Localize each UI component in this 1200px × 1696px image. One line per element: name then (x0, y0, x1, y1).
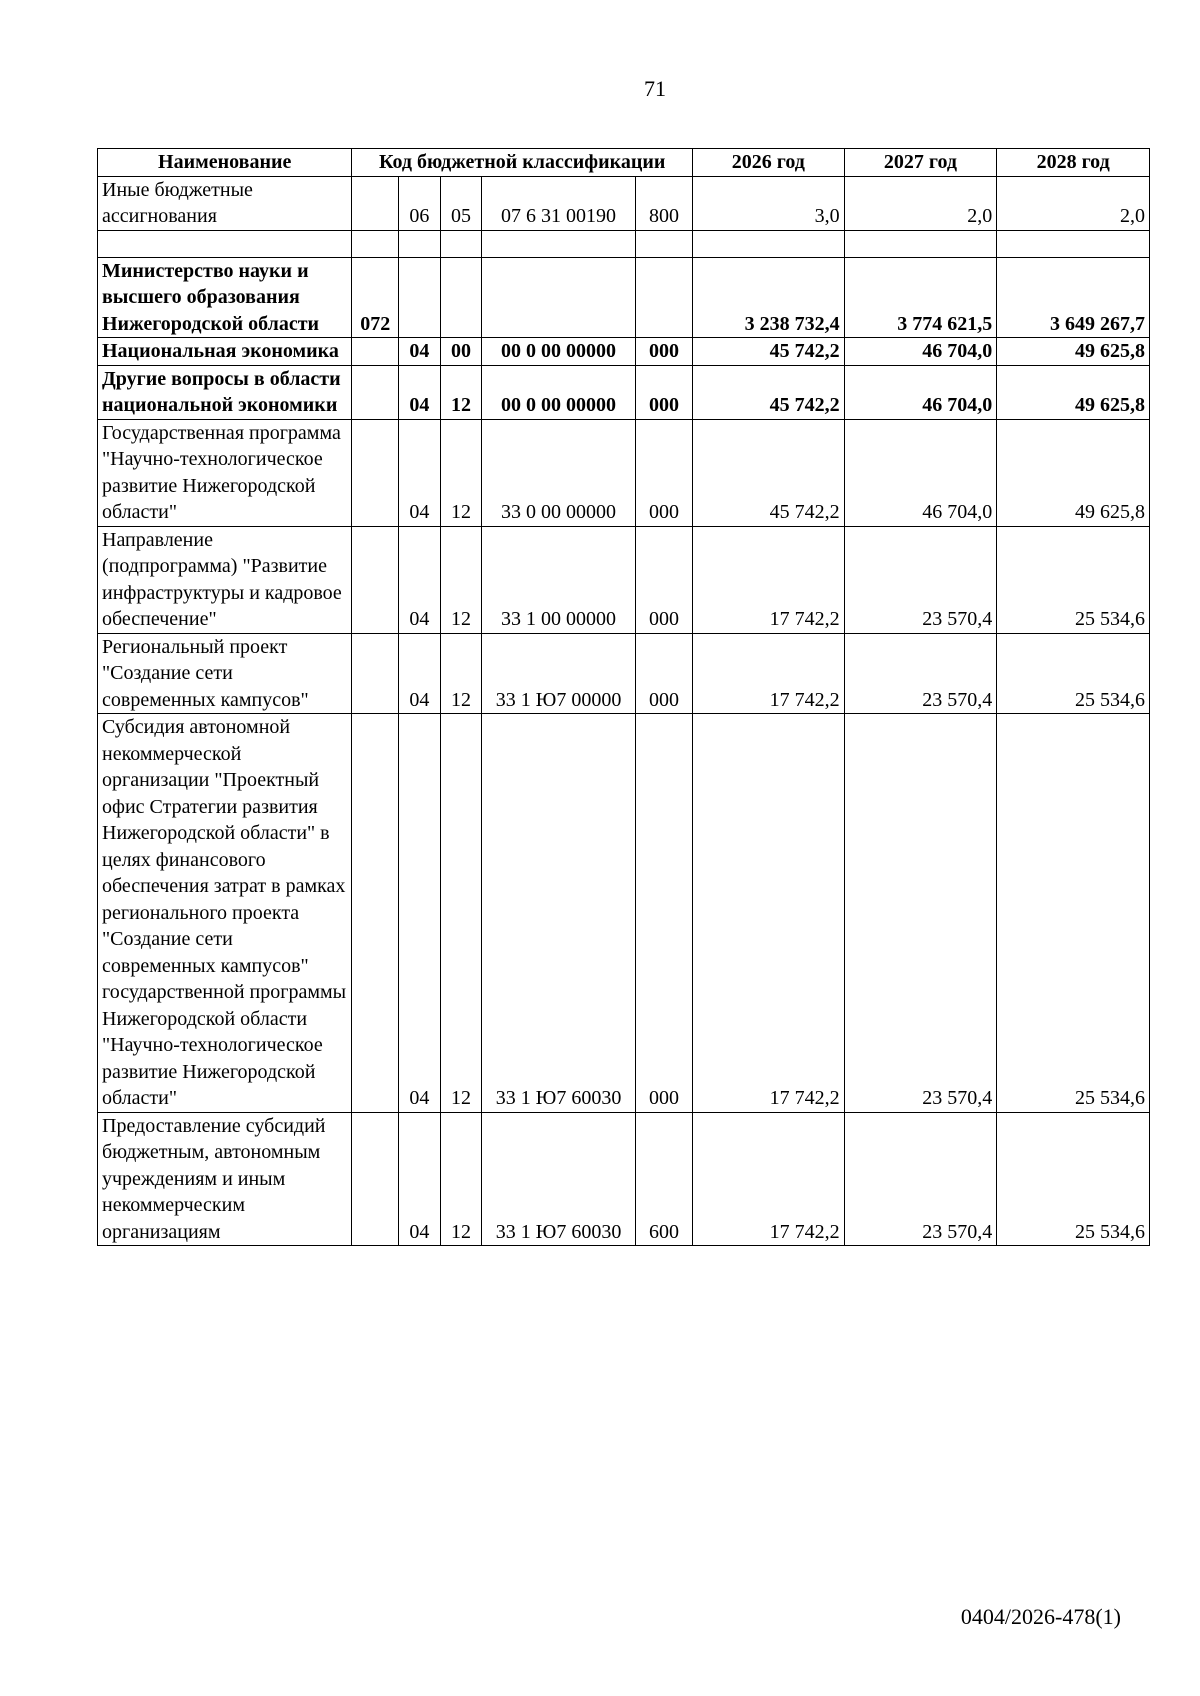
cell-2026: 45 742,2 (693, 338, 845, 366)
cell-expense-type: 000 (635, 714, 692, 1113)
cell-section: 04 (399, 338, 441, 366)
cell-subsection: 12 (440, 714, 482, 1113)
cell-2027: 46 704,0 (844, 365, 997, 419)
cell-ved (352, 230, 399, 257)
cell-subsection (440, 257, 482, 338)
cell-expense-type: 000 (635, 365, 692, 419)
cell-target-article: 33 1 Ю7 60030 (482, 1112, 636, 1246)
document-code: 0404/2026-478(1) (960, 1604, 1121, 1629)
cell-section: 04 (399, 1112, 441, 1246)
cell-name: Иные бюджетные ассигнования (98, 176, 352, 230)
cell-2026: 45 742,2 (693, 365, 845, 419)
table-row (98, 230, 1150, 257)
cell-2028: 25 534,6 (997, 1112, 1150, 1246)
cell-expense-type: 000 (635, 633, 692, 714)
cell-name: Региональный проект "Создание сети современных кампусов" (98, 633, 352, 714)
header-code: Код бюджетной классификации (352, 149, 693, 177)
table-row (98, 338, 1150, 366)
cell-section (399, 230, 441, 257)
cell-section: 04 (399, 633, 441, 714)
cell-ved (352, 526, 399, 633)
cell-subsection (440, 230, 482, 257)
table-row (98, 714, 1150, 1113)
cell-subsection: 12 (440, 365, 482, 419)
cell-2027: 23 570,4 (844, 633, 997, 714)
cell-target-article: 00 0 00 00000 (482, 338, 636, 366)
header-name: Наименование (98, 149, 352, 177)
cell-name: Национальная экономика (98, 338, 352, 366)
cell-2028 (997, 230, 1150, 257)
cell-ved (352, 338, 399, 366)
cell-target-article: 33 1 00 00000 (482, 526, 636, 633)
cell-target-article: 33 1 Ю7 60030 (482, 714, 636, 1113)
cell-expense-type (635, 230, 692, 257)
cell-expense-type: 000 (635, 526, 692, 633)
cell-2026: 3,0 (693, 176, 845, 230)
cell-expense-type: 800 (635, 176, 692, 230)
cell-subsection: 12 (440, 1112, 482, 1246)
cell-target-article: 07 6 31 00190 (482, 176, 636, 230)
page-number: 71 (644, 76, 666, 101)
cell-2028: 25 534,6 (997, 526, 1150, 633)
cell-2026: 45 742,2 (693, 419, 845, 526)
cell-target-article (482, 230, 636, 257)
cell-subsection: 12 (440, 633, 482, 714)
cell-section: 04 (399, 365, 441, 419)
cell-2027 (844, 230, 997, 257)
table-row (98, 419, 1150, 526)
table-row (98, 633, 1150, 714)
table-row (98, 526, 1150, 633)
cell-2028: 49 625,8 (997, 365, 1150, 419)
table-row (98, 176, 1150, 230)
cell-section (399, 257, 441, 338)
cell-ved: 072 (352, 257, 399, 338)
cell-ved (352, 714, 399, 1113)
cell-2026: 3 238 732,4 (693, 257, 845, 338)
cell-name: Министерство науки и высшего образования Нижегородской области (98, 257, 352, 338)
cell-2028: 49 625,8 (997, 419, 1150, 526)
cell-target-article: 33 1 Ю7 00000 (482, 633, 636, 714)
header-2027: 2027 год (844, 149, 997, 177)
cell-section: 04 (399, 526, 441, 633)
cell-2027: 46 704,0 (844, 338, 997, 366)
cell-name: Другие вопросы в области национальной экономики (98, 365, 352, 419)
cell-2028: 49 625,8 (997, 338, 1150, 366)
cell-ved (352, 365, 399, 419)
cell-expense-type: 000 (635, 338, 692, 366)
cell-subsection: 12 (440, 419, 482, 526)
cell-expense-type: 600 (635, 1112, 692, 1246)
table-header-row (98, 149, 1150, 177)
cell-2028: 25 534,6 (997, 633, 1150, 714)
budget-table (97, 148, 1150, 1246)
cell-2027: 46 704,0 (844, 419, 997, 526)
cell-2026: 17 742,2 (693, 633, 845, 714)
cell-2027: 23 570,4 (844, 526, 997, 633)
cell-target-article: 00 0 00 00000 (482, 365, 636, 419)
cell-name: Направление (подпрограмма) "Развитие инфраструктуры и кадровое обеспечение" (98, 526, 352, 633)
header-2028: 2028 год (997, 149, 1150, 177)
cell-subsection: 00 (440, 338, 482, 366)
cell-2028: 2,0 (997, 176, 1150, 230)
cell-2028: 3 649 267,7 (997, 257, 1150, 338)
cell-target-article: 33 0 00 00000 (482, 419, 636, 526)
cell-expense-type: 000 (635, 419, 692, 526)
table-row (98, 365, 1150, 419)
table-row (98, 1112, 1150, 1246)
cell-ved (352, 633, 399, 714)
cell-2027: 23 570,4 (844, 714, 997, 1113)
cell-section: 04 (399, 419, 441, 526)
header-2026: 2026 год (693, 149, 845, 177)
cell-2026: 17 742,2 (693, 526, 845, 633)
cell-section: 04 (399, 714, 441, 1113)
cell-2026: 17 742,2 (693, 1112, 845, 1246)
cell-2026 (693, 230, 845, 257)
cell-2028: 25 534,6 (997, 714, 1150, 1113)
cell-section: 06 (399, 176, 441, 230)
cell-2027: 2,0 (844, 176, 997, 230)
cell-ved (352, 1112, 399, 1246)
cell-name (98, 230, 352, 257)
cell-name: Предоставление субсидий бюджетным, автономным учреждениям и иным некоммерческим организациям (98, 1112, 352, 1246)
cell-2027: 3 774 621,5 (844, 257, 997, 338)
table-body (98, 176, 1150, 1246)
table-row (98, 257, 1150, 338)
cell-name: Государственная программа "Научно-технологическое развитие Нижегородской области" (98, 419, 352, 526)
cell-subsection: 12 (440, 526, 482, 633)
cell-expense-type (635, 257, 692, 338)
cell-ved (352, 419, 399, 526)
cell-target-article (482, 257, 636, 338)
cell-subsection: 05 (440, 176, 482, 230)
cell-ved (352, 176, 399, 230)
cell-2027: 23 570,4 (844, 1112, 997, 1246)
cell-2026: 17 742,2 (693, 714, 845, 1113)
cell-name: Субсидия автономной некоммерческой организации "Проектный офис Стратегии развития Нижегородской области" в целях финансового обеспечения затрат в рамках регионального проекта "Создание сети современных кампусов" государственной программы Нижегородской области "Научно-технологическое развитие Нижегородской области" (98, 714, 352, 1113)
